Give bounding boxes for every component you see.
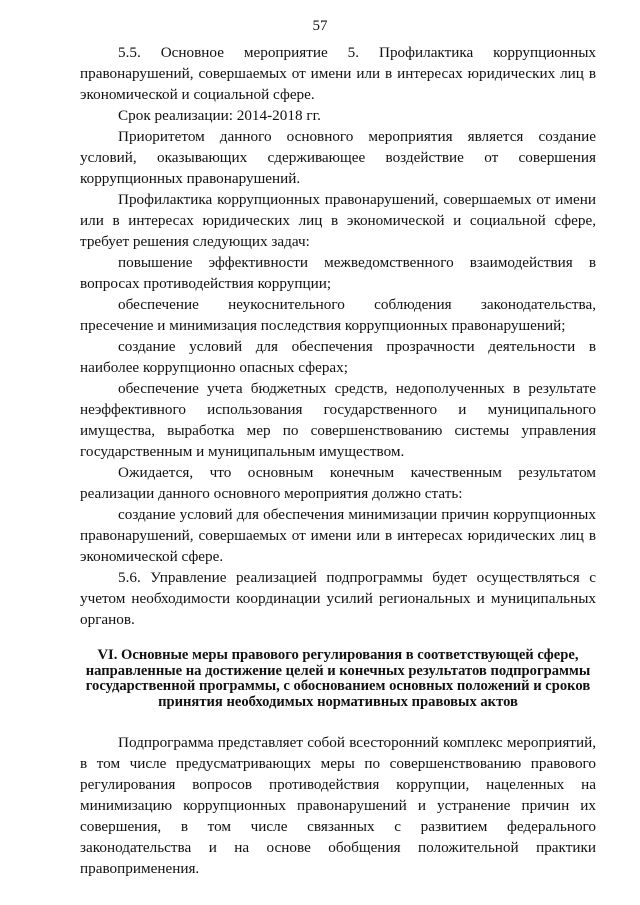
paragraph-task-1: повышение эффективности межведомственного взаимодействия в вопросах противодействия коррупции; — [80, 254, 596, 292]
paragraph-expected-result: Ожидается, что основным конечным качественным результатом реализации данного основного мероприятия должно стать: — [80, 464, 596, 502]
paragraph-5-5-title: 5.5. Основное мероприятие 5. Профилактика коррупционных правонарушений, совершаемых от имени или в интересах юридических лиц в экономической и социальной сфере. — [80, 44, 596, 103]
paragraph-result-item: создание условий для обеспечения минимизации причин коррупционных правонарушений, совершаемых от имени или в интересах юридических лиц в экономической сфере. — [80, 506, 596, 565]
paragraph-tasks-intro: Профилактика коррупционных правонарушений, совершаемых от имени или в интересах юридических лиц в экономической и социальной сфере, требует решения следующих задач: — [80, 191, 596, 250]
paragraph-implementation-period: Срок реализации: 2014-2018 гг. — [118, 107, 321, 124]
paragraph-task-4: обеспечение учета бюджетных средств, недополученных в результате неэффективного использования государственного и муниципального имущества, выработка мер по совершенствованию системы управления государственным и муниципальным имуществом. — [80, 380, 596, 460]
paragraph-subprogram-summary: Подпрограмма представляет собой всесторонний комплекс мероприятий, в том числе предусматривающих меры по совершенствованию правового регулирования вопросов противодействия коррупции, нацеленных на минимизацию коррупционных правонарушений и устранение причин их совершения, в том числе связанных с развитием федерального законодательства и на основе обобщения положительной практики правоприменения. — [80, 734, 596, 877]
paragraph-task-3: создание условий для обеспечения прозрачности деятельности в наиболее коррупционно опасных сферах; — [80, 338, 596, 376]
paragraph-5-6: 5.6. Управление реализацией подпрограммы будет осуществляться с учетом необходимости координации усилий региональных и муниципальных органов. — [80, 569, 596, 628]
paragraph-task-2: обеспечение неукоснительного соблюдения законодательства, пресечение и минимизация последствия коррупционных правонарушений; — [80, 296, 596, 334]
page-number: 57 — [312, 18, 328, 34]
section-heading: VI. Основные меры правового регулирования в соответствующей сфере, направленные на достижение целей и конечных результатов подпрограммы государственной программы, с обоснованием основных положений и сроков принятия необходимых нормативных правовых актов — [85, 647, 591, 710]
paragraph-priority: Приоритетом данного основного мероприятия является создание условий, оказывающих сдерживающее воздействие от совершения коррупционных правонарушений. — [80, 128, 596, 187]
page-content — [80, 42, 596, 879]
